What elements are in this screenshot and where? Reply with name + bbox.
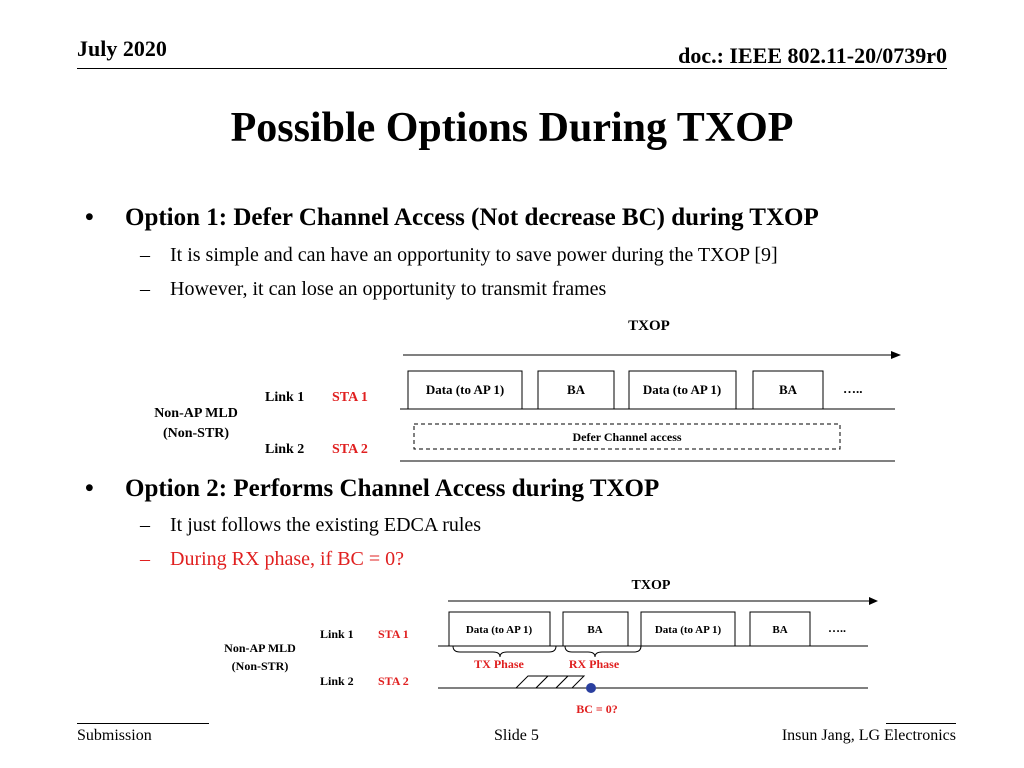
tx-phase-label: TX Phase [474, 657, 524, 671]
option2-sub2-text: During RX phase, if BC = 0? [170, 548, 405, 570]
link1-label: Link 1 [265, 390, 305, 405]
sta2-label: STA 2 [332, 442, 368, 457]
footer-submission: Submission [77, 727, 152, 744]
option2-sub1-text: It just follows the existing EDCA rules [170, 514, 482, 536]
option1-sub2-text: However, it can lose an opportunity to transmit frames [170, 278, 607, 300]
txop-label: TXOP [631, 578, 671, 593]
bullet-marker: • [85, 475, 94, 502]
frame-ba-1-label: BA [566, 382, 586, 397]
link2-label: Link 2 [320, 674, 354, 688]
option2-heading: Option 2: Performs Channel Access during TXOP [125, 475, 660, 502]
header-date: July 2020 [77, 36, 167, 61]
frame-ba-1-label: BA [587, 624, 603, 636]
frame-data-2-label: Data (to AP 1) [654, 624, 722, 636]
frame-data-2-label: Data (to AP 1) [642, 382, 722, 397]
mld-label-line2: (Non-STR) [162, 426, 230, 441]
frame-ba-2-label: BA [772, 624, 788, 636]
sta2-label: STA 2 [378, 674, 409, 688]
dash-marker: – [140, 244, 150, 266]
backoff-slots [516, 676, 584, 688]
sta1-label: STA 1 [378, 627, 409, 641]
bullet-marker: • [85, 204, 94, 231]
link1-label: Link 1 [320, 627, 354, 641]
dash-marker: – [140, 548, 150, 570]
footer-divider-right [886, 723, 956, 724]
header-doc-id: doc.: IEEE 802.11-20/0739r0 [678, 43, 947, 68]
sta1-label: STA 1 [332, 390, 368, 405]
option1-sub1-text: It is simple and can have an opportunity to save power during the TXOP [9] [170, 244, 778, 266]
footer-slide-number: Slide 5 [494, 727, 539, 744]
mld-label-line2: (Non-STR) [231, 659, 289, 673]
txop-arrowhead [869, 597, 878, 605]
link2-label: Link 2 [265, 442, 305, 457]
defer-channel-label: Defer Channel access [572, 430, 682, 444]
mld-label-line1: Non-AP MLD [154, 406, 238, 421]
rx-phase-brace [565, 646, 641, 657]
frame-data-1-label: Data (to AP 1) [425, 382, 505, 397]
bc-zero-point [586, 683, 596, 693]
footer-divider-left [77, 723, 209, 724]
continuation-ellipsis: ….. [843, 381, 863, 396]
frame-ba-2-label: BA [778, 382, 798, 397]
mld-label-line1: Non-AP MLD [224, 641, 296, 655]
slide-title: Possible Options During TXOP [230, 105, 794, 151]
footer-author: Insun Jang, LG Electronics [781, 727, 956, 744]
rx-phase-label: RX Phase [568, 657, 620, 671]
txop-label: TXOP [628, 318, 670, 334]
frame-data-1-label: Data (to AP 1) [465, 624, 533, 636]
bc-zero-label: BC = 0? [576, 702, 618, 716]
continuation-ellipsis: ….. [828, 621, 846, 635]
dash-marker: – [140, 278, 150, 300]
dash-marker: – [140, 514, 150, 536]
option1-heading: Option 1: Defer Channel Access (Not decrease BC) during TXOP [125, 204, 819, 231]
tx-phase-brace [453, 646, 556, 657]
